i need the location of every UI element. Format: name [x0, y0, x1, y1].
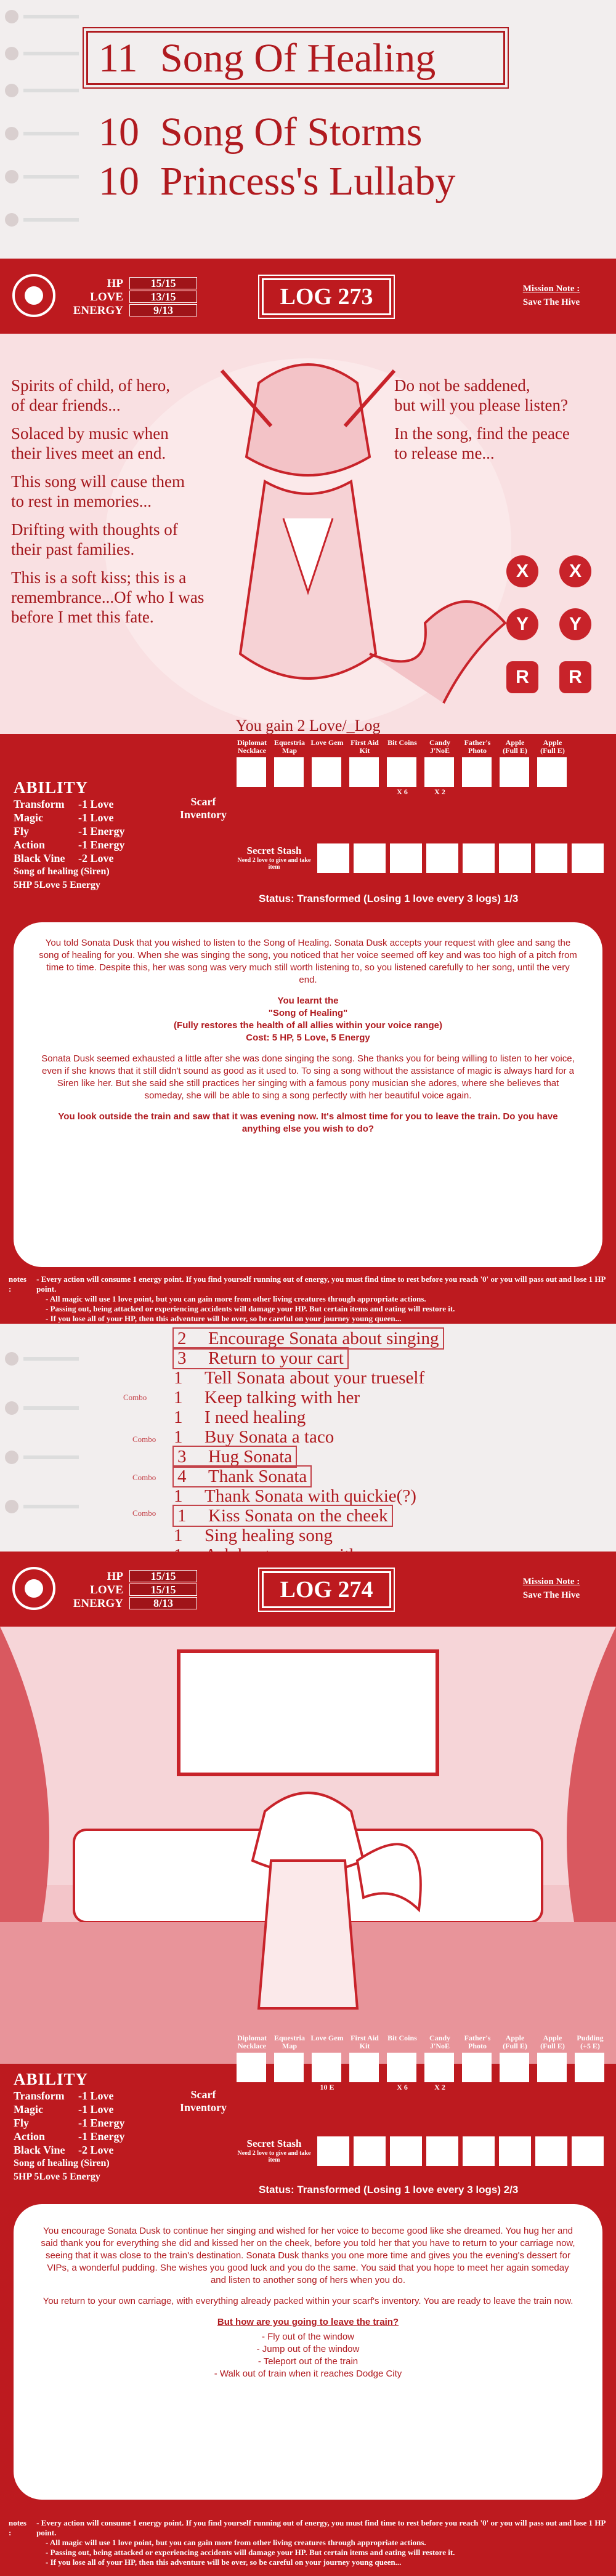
poll-option: 1 Keep talking with her	[174, 1388, 360, 1407]
inventory-slot[interactable]	[500, 2053, 529, 2082]
vote-row	[5, 209, 79, 230]
poll-option: 2 Encourage Sonata about singing	[174, 1329, 443, 1348]
vote-row	[5, 123, 79, 144]
log-title: LOG 274	[262, 1571, 391, 1608]
inventory-slot[interactable]	[424, 757, 454, 787]
inventory-item-label: Pudding (+5 E)	[577, 2034, 604, 2050]
inventory-item-label: Love Gem	[310, 738, 344, 747]
inventory-slot[interactable]	[537, 2053, 567, 2082]
stash-slot[interactable]	[390, 843, 422, 873]
inventory-slot[interactable]	[237, 2053, 266, 2082]
inventory-slot[interactable]	[424, 2053, 454, 2082]
status-text: Status: Transformed (Losing 1 love every 3 logs) 1/3	[259, 893, 519, 904]
stash-slot[interactable]	[390, 2136, 422, 2166]
inventory-item-label: Apple (Full E)	[503, 738, 527, 755]
inventory-slot[interactable]	[462, 2053, 492, 2082]
inventory-slot[interactable]	[349, 757, 379, 787]
mission-note: Mission Note : Save The Hive	[522, 1577, 580, 1600]
poll-option: 1 Sing healing song	[174, 1526, 333, 1545]
inventory-count: 10 E	[320, 2083, 334, 2091]
x-button: X	[506, 555, 538, 587]
poll-results-mid	[0, 1324, 616, 1552]
log-header	[0, 259, 616, 334]
stash-slot[interactable]	[463, 843, 495, 873]
inventory-item-label: Equestria Map	[274, 738, 305, 755]
vote-row	[5, 43, 79, 64]
combo-label: Combo	[132, 1435, 156, 1444]
inventory-item-label: Apple (Full E)	[540, 738, 565, 755]
inventory-item-label: Bit Coins	[387, 2034, 417, 2042]
vote-row	[5, 6, 79, 27]
love-value: 13/15	[129, 291, 197, 303]
energy-value: 8/13	[129, 1597, 197, 1609]
inventory-slot[interactable]	[349, 2053, 379, 2082]
inventory-item-label: Bit Coins	[387, 738, 417, 747]
inventory-count: X 6	[397, 2083, 408, 2091]
ability-list: ABILITY Transform -1 Love Magic -1 Love Fly -1 Energy Action -1 Energy Black Vine -2 Love Song of healing (Siren) 5HP 5Love 5 Energy	[14, 778, 125, 890]
poll-option: 1 Thank Sonata with quickie(?)	[174, 1486, 416, 1506]
stat-labels: HP LOVE ENERGY	[73, 277, 123, 317]
inventory-item-label: Apple (Full E)	[503, 2034, 527, 2050]
stash-slot[interactable]	[572, 843, 604, 873]
inventory-slot[interactable]	[387, 757, 416, 787]
r-button: R	[506, 661, 538, 693]
stash-slot[interactable]	[499, 2136, 531, 2166]
ability-panel	[0, 734, 616, 931]
poll-option: 10 Song Of Storms	[99, 110, 423, 155]
combo-label: Combo	[123, 1393, 147, 1402]
y-button: Y	[559, 608, 591, 640]
poll-results-top	[0, 0, 616, 259]
scarf-inventory-label: Scarf Inventory	[180, 795, 227, 821]
vote-row	[5, 166, 79, 187]
log-header	[0, 1552, 616, 1627]
notes: notes : - Every action will consume 1 energy point. If you find yourself running out of energy, you must find time to rest before you reach '0' or you will pass out and lose 1 HP point. - All magic will use 1 love point, but you can gain more from other living creatures through appropriate actions. - Passing out, being attacked or experiencing accidents will damage your HP. But certain items and eating will restore it. - If you lose all of your HP, then this adventure will be over, so be careful on your journey young queen...	[9, 1274, 606, 1323]
combo-label: Combo	[132, 1508, 156, 1518]
poll-option: 1 Kiss Sonata on the cheek	[174, 1506, 392, 1526]
stash-slot[interactable]	[317, 843, 349, 873]
x-button: X	[559, 555, 591, 587]
love-value: 15/15	[129, 1584, 197, 1596]
y-button: Y	[506, 608, 538, 640]
inventory-item-label: Father's Photo	[464, 738, 491, 755]
stash-slot[interactable]	[499, 843, 531, 873]
ability-list: ABILITY Transform -1 Love Magic -1 Love Fly -1 Energy Action -1 Energy Black Vine -2 Love Song of healing (Siren) 5HP 5Love 5 Energy	[14, 2070, 125, 2182]
scarf-inventory-label: Scarf Inventory	[180, 2088, 227, 2114]
comic-panel	[0, 1627, 616, 2064]
inventory-count: X 6	[397, 787, 408, 796]
stat-values	[129, 277, 197, 318]
r-button: R	[559, 661, 591, 693]
inventory-slot[interactable]	[312, 2053, 341, 2082]
hp-value: 15/15	[129, 277, 197, 289]
inventory-slot[interactable]	[312, 757, 341, 787]
poll-option: 11 Song Of Healing	[99, 36, 436, 81]
stash-slot[interactable]	[317, 2136, 349, 2166]
inventory-slot[interactable]	[237, 757, 266, 787]
comic-panel	[0, 334, 616, 734]
inventory-slot[interactable]	[462, 757, 492, 787]
inventory-item-label: Diplomat Necklace	[237, 738, 267, 755]
poll-option: 1 Buy Sonata a taco	[174, 1427, 334, 1447]
carriage-illustration	[0, 1627, 616, 2064]
inventory-slot[interactable]	[274, 2053, 304, 2082]
inventory-item-label: Diplomat Necklace	[237, 2034, 267, 2050]
inventory-item-label: Father's Photo	[464, 2034, 491, 2050]
notes: notes : - Every action will consume 1 energy point. If you find yourself running out of energy, you must find time to rest before you reach '0' or you will pass out and lose 1 HP point. - All magic will use 1 love point, but you can gain more from other living creatures through appropriate actions. - Passing out, being attacked or experiencing accidents will damage your HP. But certain items and eating will restore it. - If you lose all of your HP, then this adventure will be over, so be careful on your journey young queen...	[9, 2518, 606, 2567]
inventory-slot[interactable]	[575, 2053, 604, 2082]
sun-icon	[12, 1567, 55, 1610]
status-text: Status: Transformed (Losing 1 love every 3 logs) 2/3	[259, 2184, 519, 2196]
combo-label: Combo	[132, 1473, 156, 1482]
secret-stash: Secret Stash Need 2 love to give and take item	[237, 2138, 311, 2163]
story-box: You told Sonata Dusk that you wished to listen to the Song of Healing. Sonata Dusk accepts your request with glee and sang the song of healing for you. When she was singing the song, you noticed that her voice seemed off key and was too high of a pitch from time to time. Despite this, her was song was very much still worth listening to, so you listened carefully to her song, until the very end. You learnt the "Song of Healing" (Fully restores the health of all allies within your voice range) Cost: 5 HP, 5 Love, 5 Energy Sonata Dusk seemed exhausted a little after she was done singing the song. She thanks you for being willing to listen to her voice, even if she knows that it still didn't sound as good as it used to. To sing a song without the assistance of magic is always hard for a Siren like her. But she said she still practices her singing with a famous pony musician she adores, where she believes that someday, she will be able to sing a song perfectly with her beautiful voice again. You look outside the train and saw that it was evening now. It's almost time for you to leave the train. Do you have anything else you wish to do?	[14, 922, 602, 1267]
poll-option: 4 Thank Sonata	[174, 1467, 310, 1486]
poll-option: 3 Return to your cart	[174, 1348, 347, 1368]
stat-labels: HP LOVE ENERGY	[73, 1570, 123, 1610]
poem-left: Spirits of child, of hero, of dear friends... Solaced by music when their lives meet an end. This song will cause them to rest in memories... Drifting with thoughts of their past families. This is a soft kiss; this is a remembrance...Of who I was before I met this fate.	[11, 376, 205, 626]
poem-right: Do not be saddened, but will you please listen? In the song, find the peace to release me...	[394, 376, 570, 462]
stash-slot[interactable]	[354, 2136, 386, 2166]
stash-slot[interactable]	[535, 843, 567, 873]
log-title: LOG 273	[262, 278, 391, 315]
inventory-item-label: First Aid Kit	[351, 2034, 379, 2050]
inventory-item-label: Candy J'NoE	[429, 2034, 450, 2050]
story-box: You encourage Sonata Dusk to continue her singing and wished for her voice to become good like she dreamed. You hug her and said thank you for everything she did and kissed her on the cheek, before you told her that you have to return to your carriage now, seeing that it was close to the train's destination. Sonata Dusk thanks you one more time and gives you the evening's dessert for VIPs, a wonderful pudding. She wishes you good luck and you do the same. You said that you hope to meet her again someday and listen to another song of hers when you do. You return to your own carriage, with everything already packed within your scarf's inventory. You are ready to leave the train now. But how are you going to leave the train? - Fly out of the window - Jump out of the window - Teleport out of the train - Walk out of train when it reaches Dodge City	[14, 2204, 602, 2500]
poll-option: 1 Tell Sonata about your trueself	[174, 1368, 425, 1388]
inventory-item-label: First Aid Kit	[351, 738, 379, 755]
secret-stash: Secret Stash Need 2 love to give and take item	[237, 845, 311, 871]
inventory-item-label: Apple (Full E)	[540, 2034, 565, 2050]
poll-option: 3 Hug Sonata	[174, 1447, 296, 1467]
inventory-count: X 2	[434, 787, 445, 796]
poll-option: 10 Princess's Lullaby	[99, 159, 456, 204]
mission-note: Mission Note : Save The Hive	[522, 284, 580, 307]
poll-option: 1 I need healing	[174, 1407, 306, 1427]
inventory-count: X 2	[434, 2083, 445, 2091]
inventory-item-label: Love Gem	[310, 2034, 344, 2042]
hp-value: 15/15	[129, 1570, 197, 1582]
stash-slot[interactable]	[572, 2136, 604, 2166]
stash-slot[interactable]	[535, 2136, 567, 2166]
love-gain-text: You gain 2 Love/_Log	[235, 717, 381, 734]
vote-row	[5, 80, 79, 101]
inventory-slot[interactable]	[387, 2053, 416, 2082]
inventory-item-label: Equestria Map	[274, 2034, 305, 2050]
stat-values	[129, 1570, 197, 1611]
inventory-slot[interactable]	[274, 757, 304, 787]
sun-icon	[12, 274, 55, 317]
stash-slot[interactable]	[426, 2136, 458, 2166]
inventory-slot[interactable]	[537, 757, 567, 787]
energy-value: 9/13	[129, 304, 197, 316]
stash-slot[interactable]	[426, 843, 458, 873]
stash-slot[interactable]	[354, 843, 386, 873]
stash-slot[interactable]	[463, 2136, 495, 2166]
inventory-item-label: Candy J'NoE	[429, 738, 450, 755]
inventory-slot[interactable]	[500, 757, 529, 787]
